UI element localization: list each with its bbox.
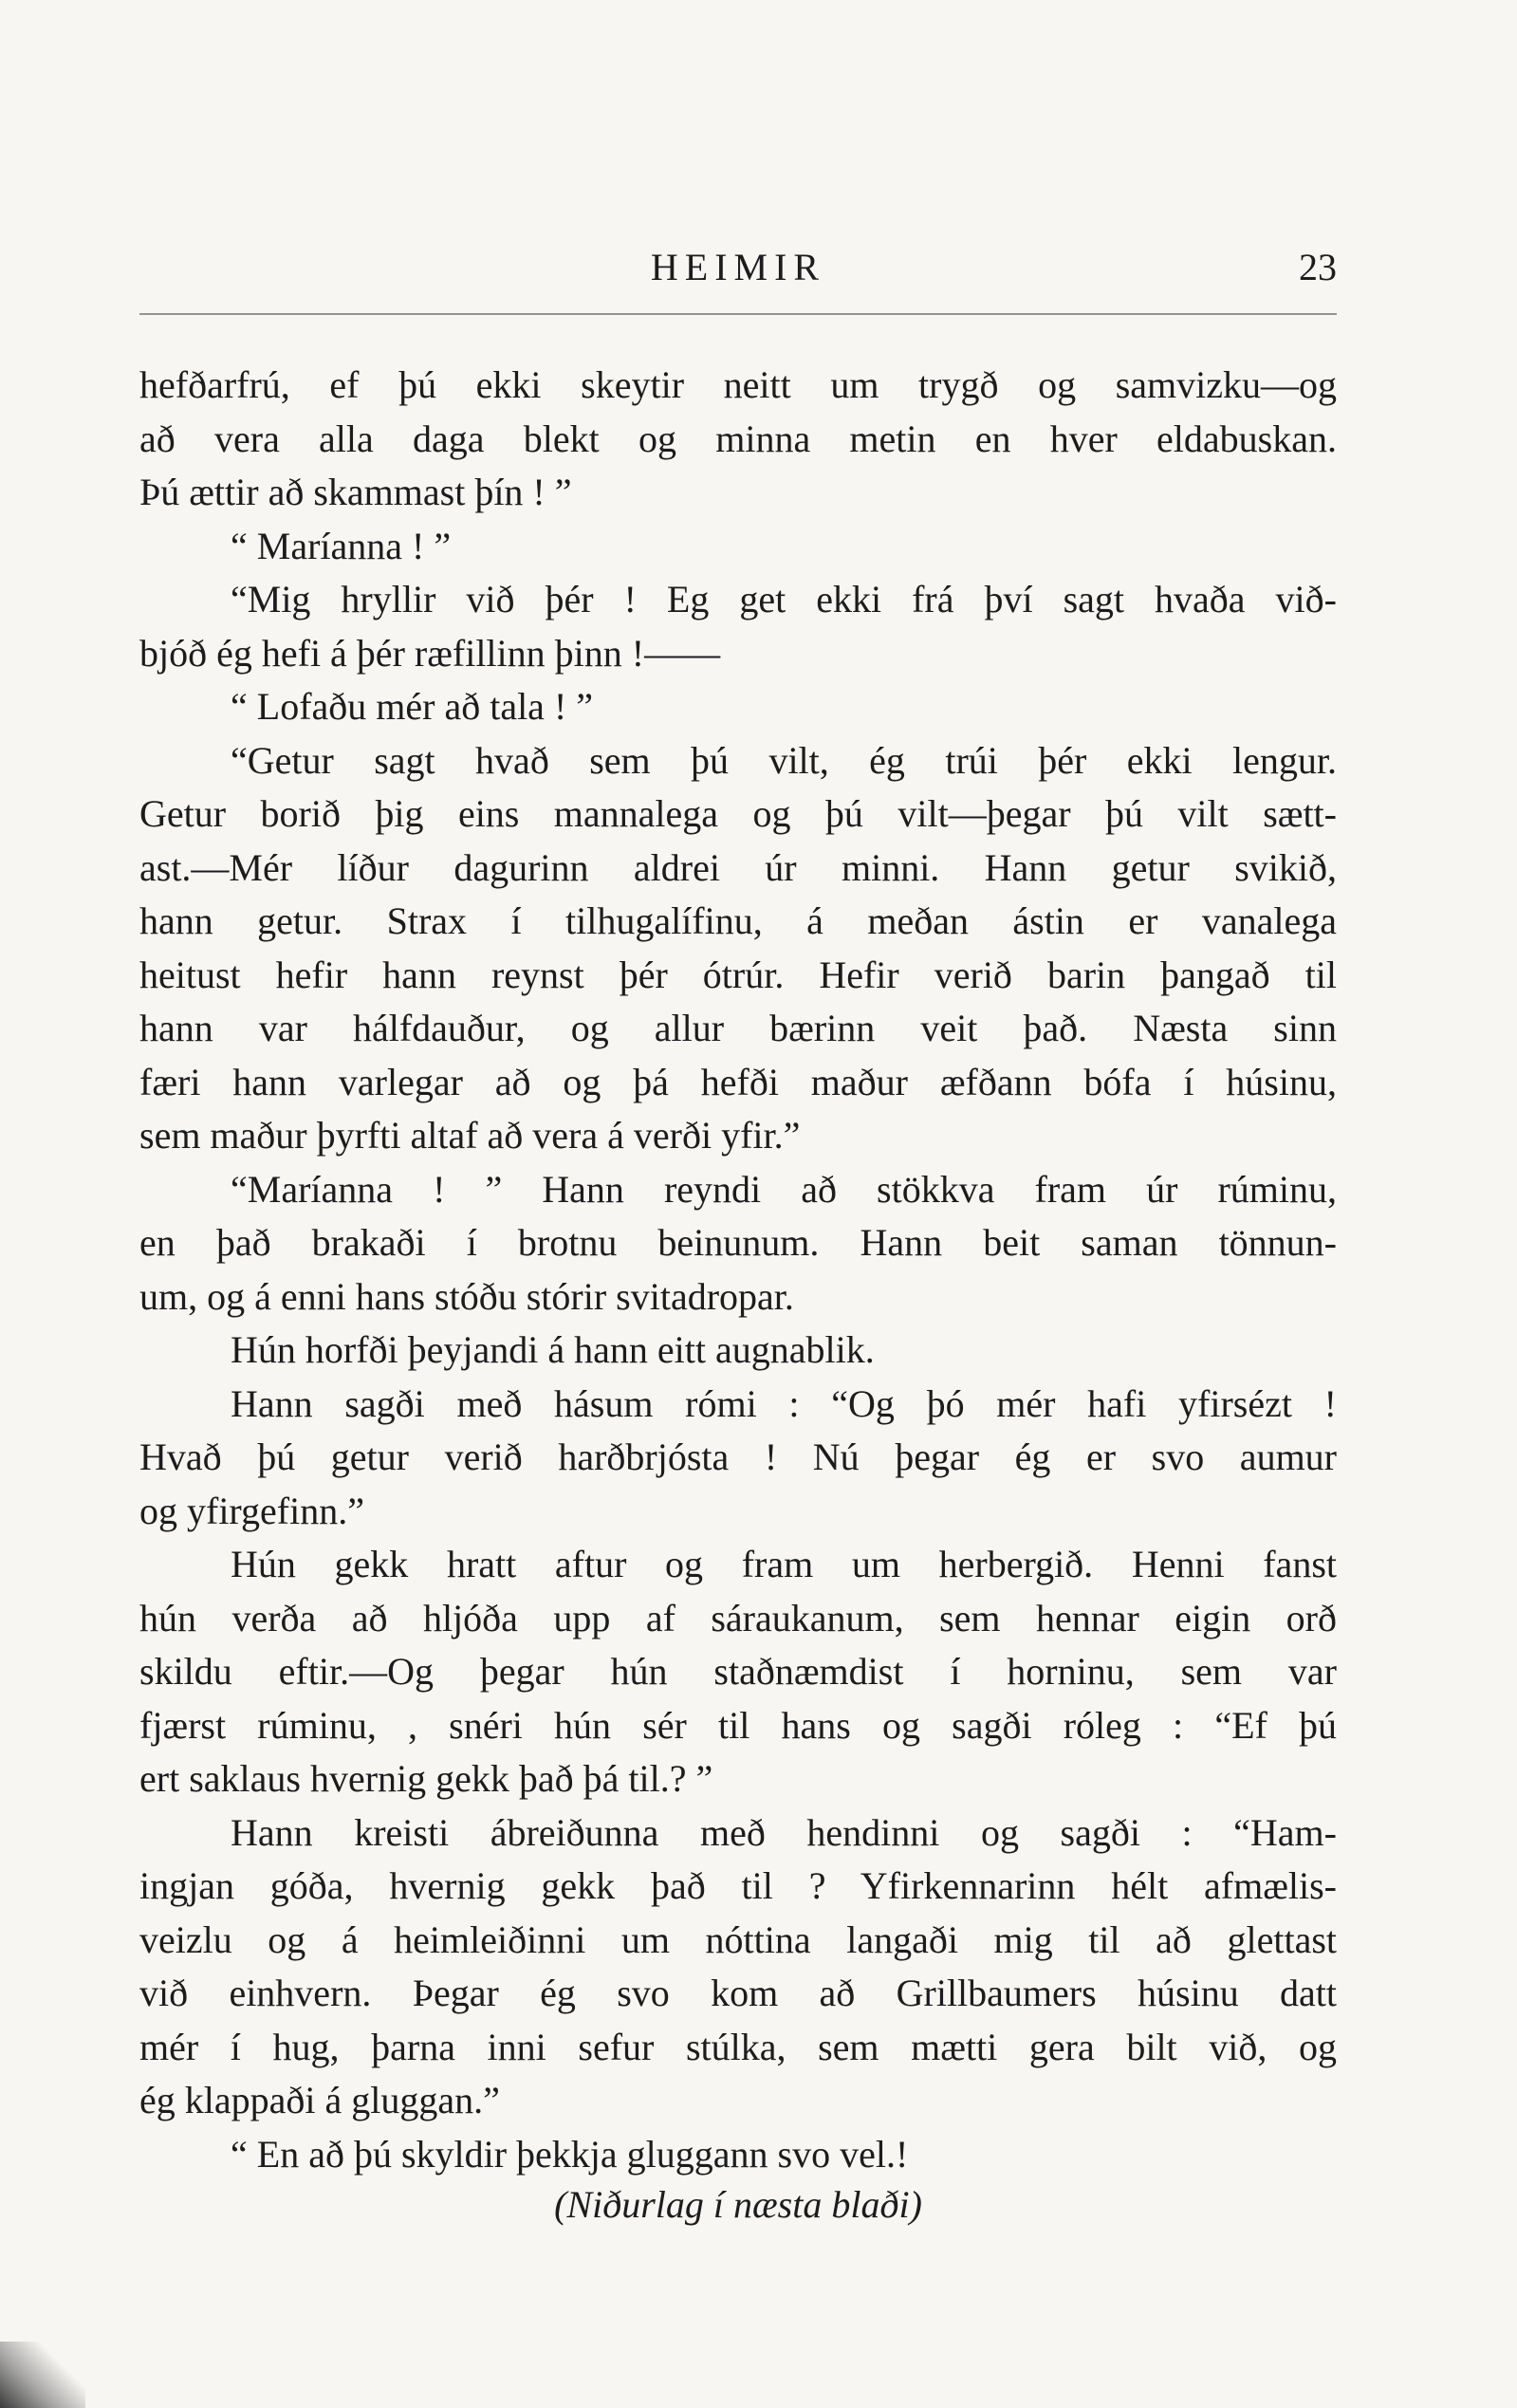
text-line: “ Maríanna ! ” [231,524,452,567]
page-number: 23 [1299,246,1337,288]
text-line: og yfirgefinn.” [139,1489,364,1532]
text-line: Hann kreisti ábreiðunna með hendinni og sagði : “Ham- [231,1810,1337,1854]
text-line: við einhvern. Þegar ég svo kom að Grillbaumers húsinu datt [139,1972,1337,2014]
text-line: hún verða að hljóða upp af sáraukanum, sem hennar eigin orð [139,1596,1337,1639]
text-line: um, og á enni hans stóðu stórir svitadropar. [139,1274,794,1318]
text-line: að vera alla daga blekt og minna metin en hver eldabuskan. [139,417,1337,460]
running-header [139,245,1337,302]
text-line: Þú ættir að skammast þín ! ” [139,471,572,513]
text-line: mér í hug, þarna inni sefur stúlka, sem mætti gera bilt við, og [139,2025,1337,2068]
header-rule [139,313,1337,315]
text-line: bjóð ég hefi á þér ræfillinn þinn !—— [139,631,721,675]
text-line: en það brakaði í brotnu beinunum. Hann beit saman tönnun- [139,1221,1337,1264]
text-line: skildu eftir.—Og þegar hún staðnæmdist í horninu, sem var [139,1650,1337,1693]
text-line: ast.—Mér líður dagurinn aldrei úr minni. Hann getur svikið, [139,845,1337,889]
body-text [139,359,1337,2181]
text-line: “Getur sagt hvað sem þú vilt, ég trúi þér ekki lengur. [231,738,1337,782]
text-line: færi hann varlegar að og þá hefði maður æfðann bófa í húsinu, [139,1060,1337,1103]
text-line: ég klappaði á gluggan.” [139,2079,500,2121]
continued-note: (Niðurlag í næsta blaði) [554,2183,922,2226]
text-line: “Mig hryllir við þér ! Eg get ekki frá því sagt hvaða við- [231,578,1337,621]
text-line: fjærst rúminu, , snéri hún sér til hans og sagði róleg : “Ef þú [139,1703,1337,1747]
text-line: ingjan góða, hvernig gekk það til ? Yfirkennarinn hélt afmælis- [139,1864,1337,1907]
journal-title: HEIMIR [650,246,826,288]
text-line: “ Lofaðu mér að tala ! ” [231,685,594,728]
text-line: hann var hálfdauður, og allur bærinn veit það. Næsta sinn [139,1007,1337,1049]
text-line: Hann sagði með hásum rómi : “Og þó mér hafi yfirsézt ! [231,1381,1337,1425]
text-line: hann getur. Strax í tilhugalífinu, á meðan ástin er vanalega [139,899,1337,942]
page-edge-shadow [0,2342,85,2408]
text-line: “ En að þú skyldir þekkja gluggann svo vel.! [231,2132,909,2176]
text-line: veizlu og á heimleiðinni um nóttina langaði mig til að glettast [139,1917,1337,1961]
text-line: Getur borið þig eins mannalega og þú vilt—þegar þú vilt sætt- [139,792,1337,835]
text-line: Hvað þú getur verið harðbrjósta ! Nú þegar ég er svo aumur [139,1436,1337,1478]
text-line: “Maríanna ! ” Hann reyndi að stökkva fram úr rúminu, [231,1167,1337,1211]
text-line: hefðarfrú, ef þú ekki skeytir neitt um trygð og samvizku—og [139,363,1337,406]
text-line: heitust hefir hann reynst þér ótrúr. Hefir verið barin þangað til [139,953,1337,996]
text-line: Hún gekk hratt aftur og fram um herbergið. Henni fanst [231,1543,1337,1585]
text-line: sem maður þyrfti altaf að vera á verði yfir.” [139,1114,801,1157]
text-line: Hún horfði þeyjandi á hann eitt augnablik. [231,1328,875,1371]
text-line: ert saklaus hvernig gekk það þá til.? ” [139,1757,713,1800]
